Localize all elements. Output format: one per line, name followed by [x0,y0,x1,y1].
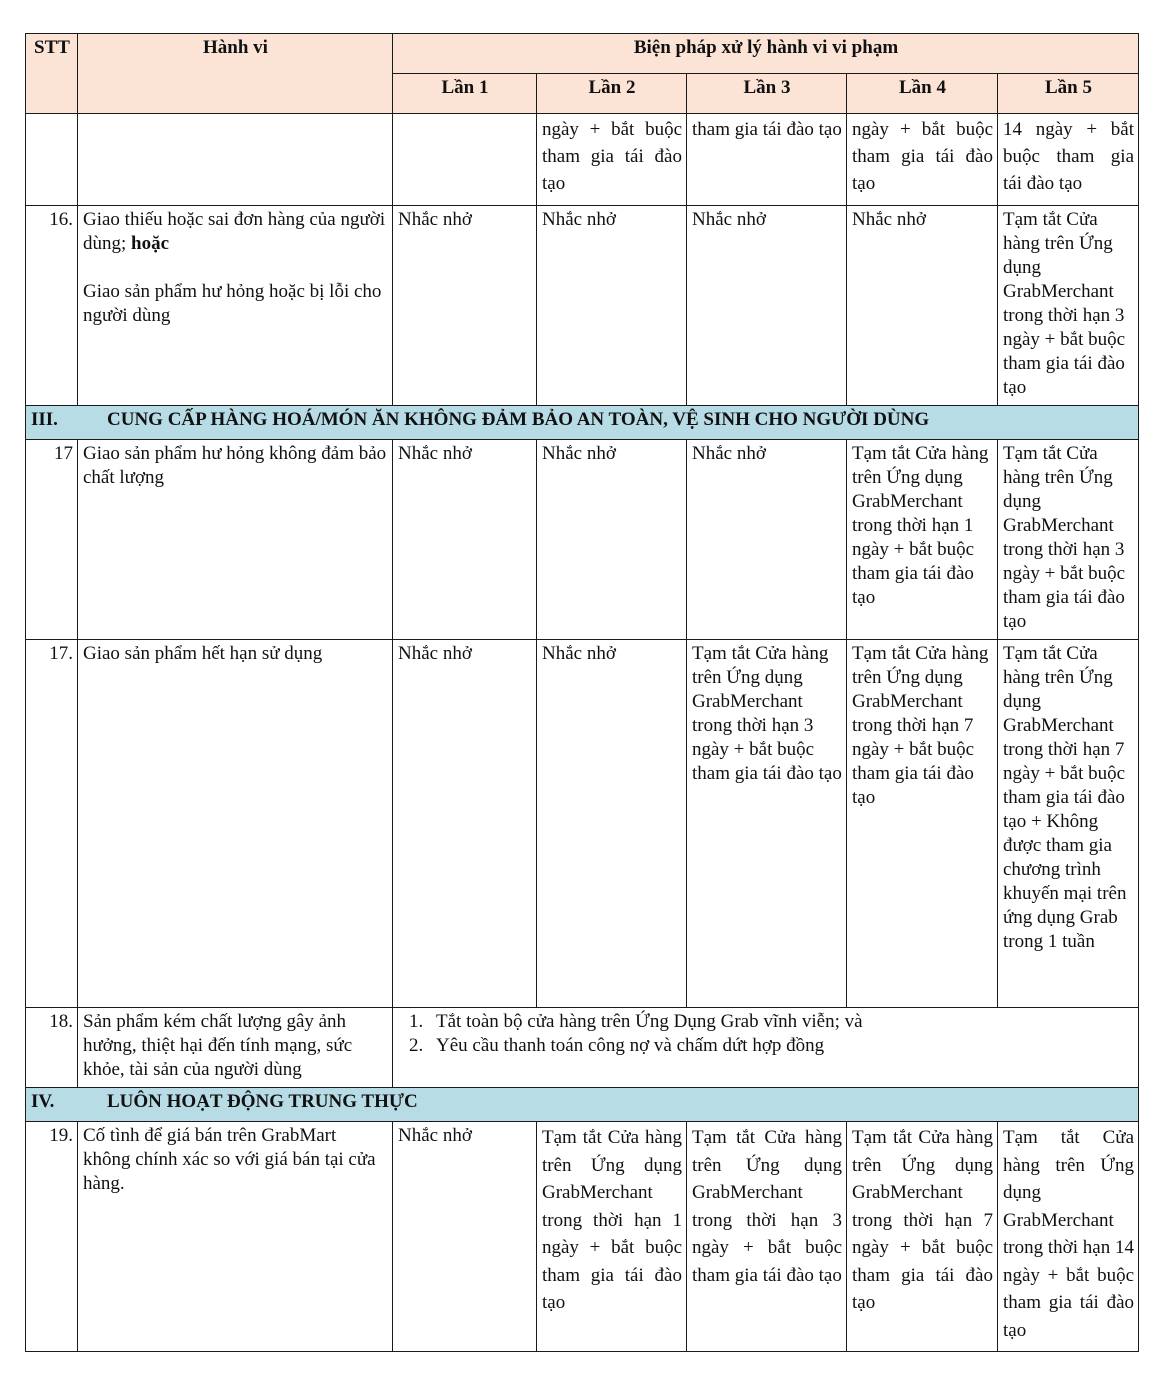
row16-behavior-a: Giao thiếu hoặc sai đơn hàng của người dùng; hoặc [83,209,386,254]
row17a-l4: Tạm tắt Cửa hàng trên Ứng dụng GrabMerchant trong thời hạn 1 ngày + bắt buộc tham gia tái đào tạo [847,440,998,640]
row17a-l1: Nhắc nhở [393,440,537,640]
table-row-continued [26,114,1139,206]
row17b-behavior: Giao sản phẩm hết hạn sử dụng [78,640,393,1008]
row18-measures [393,1008,1139,1088]
row19-l2: Tạm tắt Cửa hàng trên Ứng dụng GrabMerchant trong thời hạn 1 ngày + bắt buộc tham gia tái đào tạo [537,1122,687,1352]
header-stt: STT [26,34,78,114]
row17b-stt: 17. [26,640,78,1008]
section-3-title: CUNG CẤP HÀNG HOÁ/MÓN ĂN KHÔNG ĐẢM BẢO AN TOÀN, VỆ SINH CHO NGƯỜI DÙNG [107,409,930,430]
row19-l3: Tạm tắt Cửa hàng trên Ứng dụng GrabMerchant trong thời hạn 3 ngày + bắt buộc tham gia tái đào tạo [687,1122,847,1352]
section-4-num: IV. [31,1091,55,1112]
header-behavior: Hành vi [78,34,393,114]
section-4 [26,1088,1139,1122]
row16-l5: Tạm tắt Cửa hàng trên Ứng dụng GrabMerchant trong thời hạn 3 ngày + bắt buộc tham gia tái đào tạo [998,206,1139,406]
header-row-1 [26,34,1139,74]
table-row-17b [26,640,1139,1008]
row19-l4: Tạm tắt Cửa hàng trên Ứng dụng GrabMerchant trong thời hạn 7 ngày + bắt buộc tham gia tái đào tạo [847,1122,998,1352]
section-3-num: III. [31,409,58,430]
row18-stt: 18. [26,1008,78,1088]
row19-l5: Tạm tắt Cửa hàng trên Ứng dụng GrabMerchant trong thời hạn 14 ngày + bắt buộc tham gia tái đào tạo [998,1122,1139,1352]
cont-l3: tham gia tái đào tạo [687,114,847,206]
row18-measure-list [398,1010,1134,1058]
section-3 [26,406,1139,440]
row16-behavior-b: Giao sản phẩm hư hỏng hoặc bị lỗi cho người dùng [83,281,382,326]
table-row-17a [26,440,1139,640]
header-time-1: Lần 1 [393,74,537,114]
row16-l4: Nhắc nhở [847,206,998,406]
row18-measure-2: 2. Yêu cầu thanh toán công nợ và chấm dứt hợp đồng [428,1034,1134,1058]
row16-stt: 16. [26,206,78,406]
table-row-19 [26,1122,1139,1352]
row17b-l5: Tạm tắt Cửa hàng trên Ứng dụng GrabMerchant trong thời hạn 7 ngày + bắt buộc tham gia tái đào tạo + Không được tham gia chương trình khuyến mại trên ứng dụng Grab trong 1 tuần [998,640,1139,1008]
header-time-5: Lần 5 [998,74,1139,114]
row17a-stt: 17 [26,440,78,640]
section-row-3 [26,406,1139,440]
row16-l1: Nhắc nhở [393,206,537,406]
row19-l1: Nhắc nhở [393,1122,537,1352]
table-row-16 [26,206,1139,406]
row17b-l3: Tạm tắt Cửa hàng trên Ứng dụng GrabMerchant trong thời hạn 3 ngày + bắt buộc tham gia tái đào tạo [687,640,847,1008]
cont-l2: ngày + bắt buộc tham gia tái đào tạo [537,114,687,206]
row17b-l4: Tạm tắt Cửa hàng trên Ứng dụng GrabMerchant trong thời hạn 7 ngày + bắt buộc tham gia tái đào tạo [847,640,998,1008]
row17a-l5: Tạm tắt Cửa hàng trên Ứng dụng GrabMerchant trong thời hạn 3 ngày + bắt buộc tham gia tái đào tạo [998,440,1139,640]
row19-stt: 19. [26,1122,78,1352]
section-row-4 [26,1088,1139,1122]
row17a-behavior: Giao sản phẩm hư hỏng không đảm bảo chất lượng [78,440,393,640]
row16-gap [83,256,388,280]
row17b-l1: Nhắc nhở [393,640,537,1008]
row18-measure-1: 1. Tắt toàn bộ cửa hàng trên Ứng Dụng Grab vĩnh viễn; và [428,1010,1134,1034]
cont-stt [26,114,78,206]
row17a-l3: Nhắc nhở [687,440,847,640]
cont-behavior [78,114,393,206]
row16-behavior [78,206,393,406]
header-time-4: Lần 4 [847,74,998,114]
table-row-18 [26,1008,1139,1088]
row17b-l2: Nhắc nhở [537,640,687,1008]
violation-measures-table [25,33,1139,1352]
cont-l1 [393,114,537,206]
row19-behavior: Cố tình để giá bán trên GrabMart không chính xác so với giá bán tại cửa hàng. [78,1122,393,1352]
cont-l4: ngày + bắt buộc tham gia tái đào tạo [847,114,998,206]
header-time-2: Lần 2 [537,74,687,114]
row18-behavior: Sản phẩm kém chất lượng gây ảnh hưởng, thiệt hại đến tính mạng, sức khỏe, tài sản của người dùng [78,1008,393,1088]
row17a-l2: Nhắc nhở [537,440,687,640]
row16-l2: Nhắc nhở [537,206,687,406]
row16-or: hoặc [131,233,170,254]
section-4-title: LUÔN HOẠT ĐỘNG TRUNG THỰC [107,1091,418,1112]
header-time-3: Lần 3 [687,74,847,114]
row16-l3: Nhắc nhở [687,206,847,406]
header-measures: Biện pháp xử lý hành vi vi phạm [393,34,1139,74]
cont-l5: 14 ngày + bắt buộc tham gia tái đào tạo [998,114,1139,206]
